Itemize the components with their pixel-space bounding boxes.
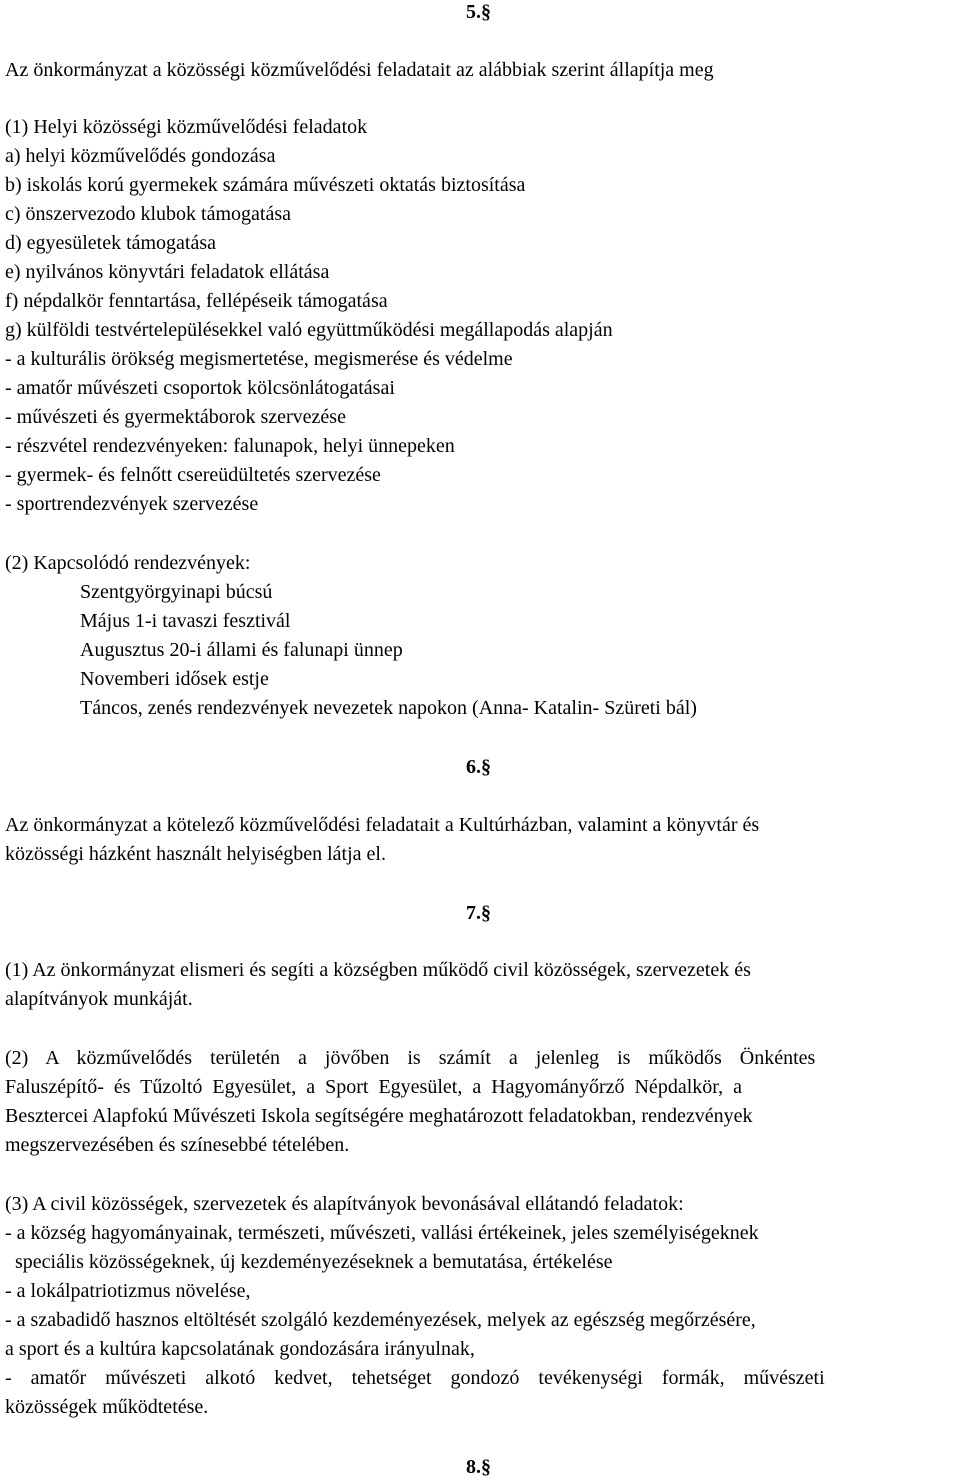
s5-p1-item: a) helyi közművelődés gondozása [5,145,276,167]
s5-p1-item: g) külföldi testvértelepülésekkel való együttműködési megállapodás alapján [5,319,613,341]
section-8-heading: 8.§ [466,1456,491,1478]
s5-paragraph-1-title: (1) Helyi közösségi közművelődési feladatok [5,116,368,138]
s5-p1-item: - sportrendezvények szervezése [5,493,259,515]
s7-p2-line-2: Faluszépítő- és Tűzoltó Egyesület, a Sport Egyesület, a Hagyományőrző Népdalkör, a [5,1076,742,1098]
s7-p3-line: - amatőr művészeti alkotó kedvet, tehetséget gondozó tevékenységi formák, művészeti [5,1367,825,1389]
s5-p2-item: Táncos, zenés rendezvények nevezetek napokon (Anna- Katalin- Szüreti bál) [80,697,697,719]
s5-paragraph-2-title: (2) Kapcsolódó rendezvények: [5,552,251,574]
s5-p2-item: Május 1-i tavaszi fesztivál [80,610,291,632]
s5-p2-item: Augusztus 20-i állami és falunapi ünnep [80,639,403,661]
s5-p1-item: b) iskolás korú gyermekek számára művészeti oktatás biztosítása [5,174,526,196]
s7-p3-line: - a község hagyományainak, természeti, művészeti, vallási értékeinek, jeles személyiségeknek [5,1222,759,1244]
s7-p3-title: (3) A civil közösségek, szervezetek és alapítványok bevonásával ellátandó feladatok: [5,1193,684,1215]
s7-p1-line-2: alapítványok munkáját. [5,988,193,1010]
s7-p2-line-1: (2) A közművelődés területén a jövőben is számít a jelenleg is működős Önkéntes [5,1047,816,1069]
section-5-intro: Az önkormányzat a közösségi közművelődési feladatait az alábbiak szerint állapítja meg [5,59,714,81]
s7-p3-line: speciális közösségeknek, új kezdeményezéseknek a bemutatása, értékelése [5,1251,613,1273]
s7-p3-line: - a szabadidő hasznos eltöltését szolgáló kezdeményezések, melyek az egészség megőrzésére, [5,1309,756,1331]
s7-p1-line-1: (1) Az önkormányzat elismeri és segíti a községben működő civil közösségek, szervezetek és [5,959,751,981]
s7-p3-line: - a lokálpatriotizmus növelése, [5,1280,251,1302]
s7-p3-line: a sport és a kultúra kapcsolatának gondozására irányulnak, [5,1338,475,1360]
s5-p1-item: - amatőr művészeti csoportok kölcsönlátogatásai [5,377,395,399]
s5-p1-item: d) egyesületek támogatása [5,232,217,254]
section-6-heading: 6.§ [466,756,491,778]
s5-p1-item: - a kulturális örökség megismertetése, megismerése és védelme [5,348,513,370]
s5-p1-item: - művészeti és gyermektáborok szervezése [5,406,346,428]
s5-p1-item: - gyermek- és felnőtt csereüdültetés szervezése [5,464,381,486]
s7-p3-line: közösségek működtetése. [5,1396,209,1418]
s5-p1-item: e) nyilvános könyvtári feladatok ellátása [5,261,330,283]
s5-p1-item: - részvétel rendezvényeken: falunapok, helyi ünnepeken [5,435,455,457]
s6-text-line-2: közösségi házként használt helyiségben látja el. [5,843,386,865]
s7-p2-line-3: Besztercei Alapfokú Művészeti Iskola segítségére meghatározott feladatokban, rendezvények [5,1105,753,1127]
section-5-heading: 5.§ [466,1,491,23]
s5-p2-item: Szentgyörgyinapi búcsú [80,581,273,603]
s5-p1-item: f) népdalkör fenntartása, fellépéseik támogatása [5,290,388,312]
s5-p2-item: Novemberi idősek estje [80,668,269,690]
s6-text-line-1: Az önkormányzat a kötelező közművelődési feladatait a Kultúrházban, valamint a könyvtár és [5,814,760,836]
section-7-heading: 7.§ [466,902,491,924]
s7-p2-line-4: megszervezésében és színesebbé tételében. [5,1134,350,1156]
s5-p1-item: c) önszervezodo klubok támogatása [5,203,292,225]
